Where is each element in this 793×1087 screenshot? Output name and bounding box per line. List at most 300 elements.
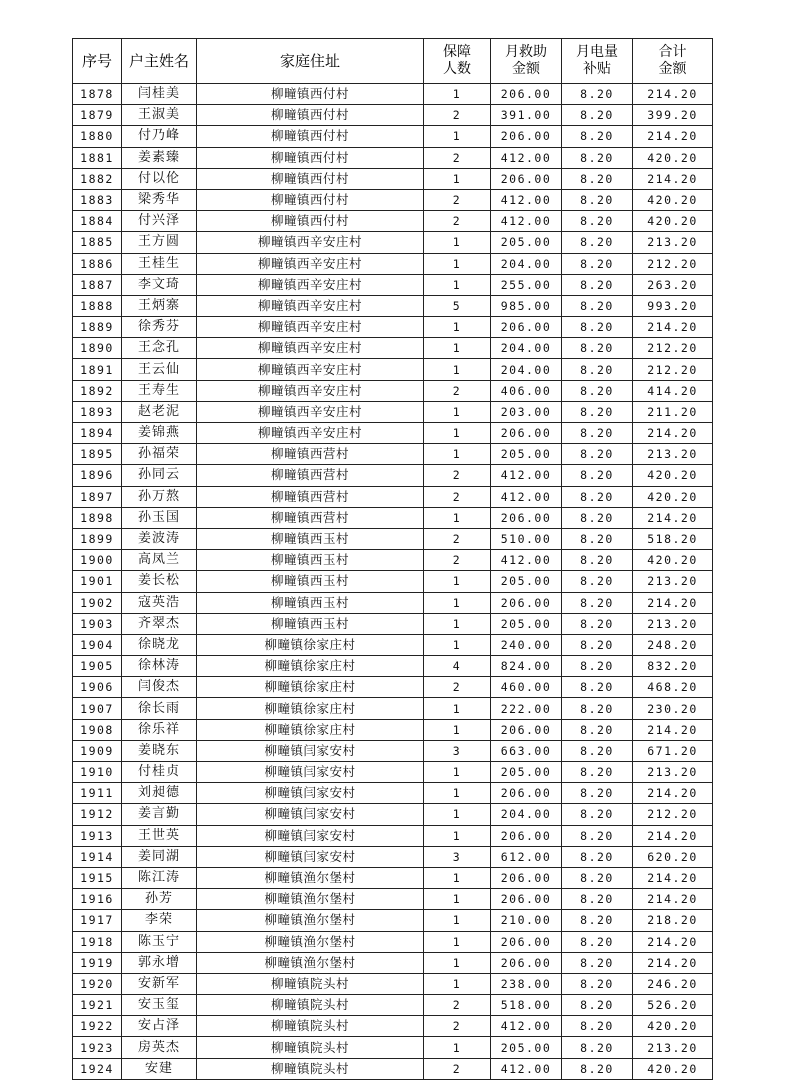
- subsidy-cell: 8.20: [562, 783, 633, 804]
- subsidy-cell: 8.20: [562, 592, 633, 613]
- householder-name-cell: 姜言勤: [122, 804, 197, 825]
- address-cell: 柳疃镇西付村: [197, 105, 424, 126]
- address-cell: 柳疃镇渔尔堡村: [197, 910, 424, 931]
- relief-amount-cell: 204.00: [491, 338, 562, 359]
- serial-no-cell: 1878: [73, 84, 122, 105]
- total-amount-cell: 218.20: [633, 910, 713, 931]
- relief-amount-cell: 412.00: [491, 550, 562, 571]
- persons-cell: 1: [424, 931, 491, 952]
- header-covered-persons: [424, 39, 491, 84]
- serial-no-cell: 1883: [73, 189, 122, 210]
- table-row: [73, 592, 713, 613]
- subsidy-cell: 8.20: [562, 253, 633, 274]
- serial-no-cell: 1907: [73, 698, 122, 719]
- table-row: [73, 656, 713, 677]
- householder-name-cell: 安建: [122, 1058, 197, 1079]
- subsidy-cell: 8.20: [562, 677, 633, 698]
- serial-no-cell: 1881: [73, 147, 122, 168]
- householder-name-cell: 徐秀芬: [122, 317, 197, 338]
- subsidy-cell: 8.20: [562, 889, 633, 910]
- table-row: [73, 528, 713, 549]
- subsidy-cell: 8.20: [562, 1037, 633, 1058]
- subsidy-cell: 8.20: [562, 126, 633, 147]
- total-amount-cell: 518.20: [633, 528, 713, 549]
- subsidy-cell: 8.20: [562, 295, 633, 316]
- persons-cell: 1: [424, 168, 491, 189]
- householder-name-cell: 孙福荣: [122, 444, 197, 465]
- householder-name-cell: 孙玉国: [122, 507, 197, 528]
- total-amount-cell: 213.20: [633, 571, 713, 592]
- householder-name-cell: 姜同湖: [122, 846, 197, 867]
- header-total-amount: [633, 39, 713, 84]
- householder-name-cell: 孙万熬: [122, 486, 197, 507]
- relief-amount-cell: 412.00: [491, 147, 562, 168]
- total-amount-cell: 214.20: [633, 952, 713, 973]
- subsidy-cell: 8.20: [562, 910, 633, 931]
- table-row: [73, 126, 713, 147]
- address-cell: 柳疃镇西辛安庄村: [197, 423, 424, 444]
- persons-cell: 1: [424, 317, 491, 338]
- address-cell: 柳疃镇西辛安庄村: [197, 295, 424, 316]
- address-cell: 柳疃镇西营村: [197, 507, 424, 528]
- persons-cell: 2: [424, 105, 491, 126]
- address-cell: 柳疃镇徐家庄村: [197, 656, 424, 677]
- address-cell: 柳疃镇西辛安庄村: [197, 317, 424, 338]
- address-cell: 柳疃镇渔尔堡村: [197, 952, 424, 973]
- table-row: [73, 634, 713, 655]
- table-row: [73, 84, 713, 105]
- householder-name-cell: 姜长松: [122, 571, 197, 592]
- table-row: [73, 952, 713, 973]
- table-row: [73, 211, 713, 232]
- header-electricity-subsidy-line1: 月电量: [576, 44, 618, 60]
- address-cell: 柳疃镇西辛安庄村: [197, 232, 424, 253]
- header-row: [73, 39, 713, 84]
- subsidy-cell: 8.20: [562, 380, 633, 401]
- address-cell: 柳疃镇渔尔堡村: [197, 931, 424, 952]
- total-amount-cell: 420.20: [633, 550, 713, 571]
- table-header: [73, 39, 713, 84]
- total-amount-cell: 420.20: [633, 147, 713, 168]
- total-amount-cell: 212.20: [633, 253, 713, 274]
- table-row: [73, 401, 713, 422]
- subsidy-cell: 8.20: [562, 147, 633, 168]
- subsidy-cell: 8.20: [562, 995, 633, 1016]
- serial-no-cell: 1905: [73, 656, 122, 677]
- address-cell: 柳疃镇闫家安村: [197, 783, 424, 804]
- relief-amount-cell: 255.00: [491, 274, 562, 295]
- table-row: [73, 846, 713, 867]
- householder-name-cell: 赵老泥: [122, 401, 197, 422]
- householder-name-cell: 安玉玺: [122, 995, 197, 1016]
- serial-no-cell: 1894: [73, 423, 122, 444]
- serial-no-cell: 1889: [73, 317, 122, 338]
- relief-amount-cell: 663.00: [491, 740, 562, 761]
- subsidy-cell: 8.20: [562, 740, 633, 761]
- serial-no-cell: 1882: [73, 168, 122, 189]
- subsidy-cell: 8.20: [562, 401, 633, 422]
- total-amount-cell: 212.20: [633, 804, 713, 825]
- total-amount-cell: 420.20: [633, 211, 713, 232]
- address-cell: 柳疃镇西辛安庄村: [197, 359, 424, 380]
- subsidy-cell: 8.20: [562, 444, 633, 465]
- relief-amount-cell: 204.00: [491, 359, 562, 380]
- persons-cell: 1: [424, 253, 491, 274]
- table-row: [73, 380, 713, 401]
- persons-cell: 1: [424, 825, 491, 846]
- householder-name-cell: 王炳寨: [122, 295, 197, 316]
- relief-amount-cell: 205.00: [491, 613, 562, 634]
- total-amount-cell: 420.20: [633, 1016, 713, 1037]
- persons-cell: 1: [424, 952, 491, 973]
- serial-no-cell: 1891: [73, 359, 122, 380]
- serial-no-cell: 1893: [73, 401, 122, 422]
- persons-cell: 1: [424, 889, 491, 910]
- householder-name-cell: 徐晓龙: [122, 634, 197, 655]
- relief-amount-cell: 412.00: [491, 1016, 562, 1037]
- table-row: [73, 1058, 713, 1079]
- serial-no-cell: 1912: [73, 804, 122, 825]
- total-amount-cell: 214.20: [633, 423, 713, 444]
- total-amount-cell: 420.20: [633, 189, 713, 210]
- persons-cell: 1: [424, 507, 491, 528]
- relief-amount-cell: 612.00: [491, 846, 562, 867]
- subsidy-cell: 8.20: [562, 846, 633, 867]
- householder-name-cell: 付桂贞: [122, 762, 197, 783]
- relief-amount-cell: 204.00: [491, 804, 562, 825]
- householder-name-cell: 王世英: [122, 825, 197, 846]
- serial-no-cell: 1909: [73, 740, 122, 761]
- table-row: [73, 973, 713, 994]
- persons-cell: 1: [424, 232, 491, 253]
- relief-amount-cell: 205.00: [491, 1037, 562, 1058]
- persons-cell: 1: [424, 698, 491, 719]
- householder-name-cell: 安占泽: [122, 1016, 197, 1037]
- total-amount-cell: 214.20: [633, 317, 713, 338]
- table-row: [73, 444, 713, 465]
- persons-cell: 2: [424, 147, 491, 168]
- total-amount-cell: 414.20: [633, 380, 713, 401]
- householder-name-cell: 徐林涛: [122, 656, 197, 677]
- header-covered-persons-line1: 保障: [443, 44, 471, 60]
- serial-no-cell: 1885: [73, 232, 122, 253]
- total-amount-cell: 213.20: [633, 1037, 713, 1058]
- table-row: [73, 465, 713, 486]
- address-cell: 柳疃镇院头村: [197, 973, 424, 994]
- relief-amount-cell: 406.00: [491, 380, 562, 401]
- subsidy-cell: 8.20: [562, 465, 633, 486]
- subsidy-cell: 8.20: [562, 317, 633, 338]
- address-cell: 柳疃镇徐家庄村: [197, 634, 424, 655]
- householder-name-cell: 付以伦: [122, 168, 197, 189]
- subsidy-cell: 8.20: [562, 613, 633, 634]
- total-amount-cell: 248.20: [633, 634, 713, 655]
- persons-cell: 1: [424, 84, 491, 105]
- total-amount-cell: 526.20: [633, 995, 713, 1016]
- address-cell: 柳疃镇西营村: [197, 486, 424, 507]
- total-amount-cell: 214.20: [633, 889, 713, 910]
- persons-cell: 1: [424, 762, 491, 783]
- serial-no-cell: 1914: [73, 846, 122, 867]
- subsidy-cell: 8.20: [562, 232, 633, 253]
- total-amount-cell: 420.20: [633, 465, 713, 486]
- table-row: [73, 1037, 713, 1058]
- householder-name-cell: 李荣: [122, 910, 197, 931]
- header-electricity-subsidy-line2: 补贴: [583, 61, 611, 77]
- total-amount-cell: 420.20: [633, 1058, 713, 1079]
- address-cell: 柳疃镇院头村: [197, 995, 424, 1016]
- persons-cell: 1: [424, 867, 491, 888]
- table-row: [73, 931, 713, 952]
- table-row: [73, 105, 713, 126]
- persons-cell: 1: [424, 126, 491, 147]
- subsidy-cell: 8.20: [562, 719, 633, 740]
- householder-name-cell: 王念孔: [122, 338, 197, 359]
- total-amount-cell: 214.20: [633, 592, 713, 613]
- serial-no-cell: 1908: [73, 719, 122, 740]
- persons-cell: 1: [424, 804, 491, 825]
- serial-no-cell: 1924: [73, 1058, 122, 1079]
- subsidy-cell: 8.20: [562, 338, 633, 359]
- householder-name-cell: 闫俊杰: [122, 677, 197, 698]
- persons-cell: 2: [424, 528, 491, 549]
- table-row: [73, 804, 713, 825]
- serial-no-cell: 1886: [73, 253, 122, 274]
- subsidy-cell: 8.20: [562, 274, 633, 295]
- persons-cell: 1: [424, 423, 491, 444]
- persons-cell: 2: [424, 677, 491, 698]
- total-amount-cell: 214.20: [633, 719, 713, 740]
- relief-amount-cell: 210.00: [491, 910, 562, 931]
- relief-amount-cell: 412.00: [491, 211, 562, 232]
- total-amount-cell: 212.20: [633, 338, 713, 359]
- subsidy-cell: 8.20: [562, 550, 633, 571]
- persons-cell: 4: [424, 656, 491, 677]
- serial-no-cell: 1917: [73, 910, 122, 931]
- total-amount-cell: 213.20: [633, 232, 713, 253]
- address-cell: 柳疃镇西玉村: [197, 571, 424, 592]
- total-amount-cell: 246.20: [633, 973, 713, 994]
- relief-amount-cell: 203.00: [491, 401, 562, 422]
- relief-amount-cell: 510.00: [491, 528, 562, 549]
- relief-amount-cell: 206.00: [491, 931, 562, 952]
- table-row: [73, 189, 713, 210]
- relief-amount-cell: 206.00: [491, 719, 562, 740]
- table-row: [73, 762, 713, 783]
- address-cell: 柳疃镇院头村: [197, 1058, 424, 1079]
- header-total-amount-line2: 金额: [658, 61, 687, 77]
- table-row: [73, 168, 713, 189]
- householder-name-cell: 姜波涛: [122, 528, 197, 549]
- address-cell: 柳疃镇西付村: [197, 147, 424, 168]
- subsidy-cell: 8.20: [562, 571, 633, 592]
- householder-name-cell: 徐长雨: [122, 698, 197, 719]
- serial-no-cell: 1911: [73, 783, 122, 804]
- table-row: [73, 995, 713, 1016]
- total-amount-cell: 214.20: [633, 126, 713, 147]
- relief-amount-cell: 222.00: [491, 698, 562, 719]
- table-row: [73, 783, 713, 804]
- subsidy-cell: 8.20: [562, 634, 633, 655]
- relief-amount-cell: 206.00: [491, 84, 562, 105]
- table-row: [73, 867, 713, 888]
- persons-cell: 2: [424, 550, 491, 571]
- persons-cell: 1: [424, 571, 491, 592]
- serial-no-cell: 1900: [73, 550, 122, 571]
- relief-amount-cell: 206.00: [491, 507, 562, 528]
- address-cell: 柳疃镇西付村: [197, 84, 424, 105]
- table-body: [73, 84, 713, 1080]
- address-cell: 柳疃镇西付村: [197, 211, 424, 232]
- persons-cell: 1: [424, 359, 491, 380]
- subsidy-cell: 8.20: [562, 189, 633, 210]
- serial-no-cell: 1887: [73, 274, 122, 295]
- header-monthly-relief: [491, 39, 562, 84]
- total-amount-cell: 213.20: [633, 762, 713, 783]
- persons-cell: 2: [424, 486, 491, 507]
- table-row: [73, 698, 713, 719]
- serial-no-cell: 1902: [73, 592, 122, 613]
- serial-no-cell: 1898: [73, 507, 122, 528]
- subsidy-cell: 8.20: [562, 1016, 633, 1037]
- table-row: [73, 825, 713, 846]
- address-cell: 柳疃镇西付村: [197, 126, 424, 147]
- serial-no-cell: 1879: [73, 105, 122, 126]
- subsidy-cell: 8.20: [562, 84, 633, 105]
- serial-no-cell: 1896: [73, 465, 122, 486]
- address-cell: 柳疃镇徐家庄村: [197, 719, 424, 740]
- header-covered-persons-line2: 人数: [443, 61, 471, 77]
- total-amount-cell: 671.20: [633, 740, 713, 761]
- subsidy-cell: 8.20: [562, 825, 633, 846]
- header-serial-no: 序号: [73, 39, 122, 84]
- header-total-amount-line1: 合计: [658, 44, 687, 60]
- address-cell: 柳疃镇渔尔堡村: [197, 889, 424, 910]
- address-cell: 柳疃镇西玉村: [197, 528, 424, 549]
- subsidy-cell: 8.20: [562, 931, 633, 952]
- relief-amount-cell: 206.00: [491, 592, 562, 613]
- total-amount-cell: 213.20: [633, 444, 713, 465]
- total-amount-cell: 214.20: [633, 168, 713, 189]
- serial-no-cell: 1892: [73, 380, 122, 401]
- address-cell: 柳疃镇西玉村: [197, 592, 424, 613]
- persons-cell: 1: [424, 401, 491, 422]
- serial-no-cell: 1923: [73, 1037, 122, 1058]
- total-amount-cell: 230.20: [633, 698, 713, 719]
- total-amount-cell: 420.20: [633, 486, 713, 507]
- householder-name-cell: 李文琦: [122, 274, 197, 295]
- householder-name-cell: 王云仙: [122, 359, 197, 380]
- householder-name-cell: 姜锦燕: [122, 423, 197, 444]
- serial-no-cell: 1920: [73, 973, 122, 994]
- address-cell: 柳疃镇渔尔堡村: [197, 867, 424, 888]
- serial-no-cell: 1906: [73, 677, 122, 698]
- subsidy-cell: 8.20: [562, 952, 633, 973]
- householder-name-cell: 刘昶德: [122, 783, 197, 804]
- householder-name-cell: 姜素臻: [122, 147, 197, 168]
- total-amount-cell: 993.20: [633, 295, 713, 316]
- householder-name-cell: 寇英浩: [122, 592, 197, 613]
- serial-no-cell: 1904: [73, 634, 122, 655]
- serial-no-cell: 1910: [73, 762, 122, 783]
- serial-no-cell: 1884: [73, 211, 122, 232]
- address-cell: 柳疃镇西营村: [197, 465, 424, 486]
- relief-amount-cell: 240.00: [491, 634, 562, 655]
- persons-cell: 1: [424, 973, 491, 994]
- householder-name-cell: 姜晓东: [122, 740, 197, 761]
- relief-amount-cell: 985.00: [491, 295, 562, 316]
- serial-no-cell: 1895: [73, 444, 122, 465]
- householder-name-cell: 房英杰: [122, 1037, 197, 1058]
- persons-cell: 2: [424, 211, 491, 232]
- header-householder-name: 户主姓名: [122, 39, 197, 84]
- householder-name-cell: 梁秀华: [122, 189, 197, 210]
- table-row: [73, 550, 713, 571]
- address-cell: 柳疃镇西玉村: [197, 550, 424, 571]
- householder-name-cell: 孙芳: [122, 889, 197, 910]
- table-row: [73, 677, 713, 698]
- subsidy-cell: 8.20: [562, 867, 633, 888]
- relief-amount-cell: 205.00: [491, 762, 562, 783]
- relief-amount-cell: 824.00: [491, 656, 562, 677]
- table-row: [73, 486, 713, 507]
- subsidy-cell: 8.20: [562, 804, 633, 825]
- relief-amount-cell: 206.00: [491, 867, 562, 888]
- relief-amount-cell: 206.00: [491, 126, 562, 147]
- householder-name-cell: 王桂生: [122, 253, 197, 274]
- table-row: [73, 889, 713, 910]
- relief-amount-cell: 412.00: [491, 189, 562, 210]
- address-cell: 柳疃镇徐家庄村: [197, 698, 424, 719]
- relief-amount-cell: 206.00: [491, 952, 562, 973]
- persons-cell: 1: [424, 719, 491, 740]
- persons-cell: 2: [424, 380, 491, 401]
- subsidy-cell: 8.20: [562, 168, 633, 189]
- householder-name-cell: 郭永增: [122, 952, 197, 973]
- header-electricity-subsidy: [562, 39, 633, 84]
- serial-no-cell: 1880: [73, 126, 122, 147]
- subsidy-cell: 8.20: [562, 211, 633, 232]
- subsidy-cell: 8.20: [562, 528, 633, 549]
- header-monthly-relief-line2: 金额: [512, 61, 540, 77]
- serial-no-cell: 1890: [73, 338, 122, 359]
- relief-amount-cell: 205.00: [491, 232, 562, 253]
- table-row: [73, 423, 713, 444]
- persons-cell: 1: [424, 338, 491, 359]
- relief-amount-cell: 412.00: [491, 465, 562, 486]
- persons-cell: 1: [424, 444, 491, 465]
- total-amount-cell: 832.20: [633, 656, 713, 677]
- householder-name-cell: 孙同云: [122, 465, 197, 486]
- relief-amount-cell: 206.00: [491, 317, 562, 338]
- address-cell: 柳疃镇闫家安村: [197, 825, 424, 846]
- address-cell: 柳疃镇闫家安村: [197, 762, 424, 783]
- relief-amount-cell: 206.00: [491, 825, 562, 846]
- relief-amount-cell: 206.00: [491, 783, 562, 804]
- relief-amount-cell: 412.00: [491, 486, 562, 507]
- persons-cell: 1: [424, 592, 491, 613]
- householder-name-cell: 王方圆: [122, 232, 197, 253]
- serial-no-cell: 1918: [73, 931, 122, 952]
- subsidy-cell: 8.20: [562, 698, 633, 719]
- serial-no-cell: 1897: [73, 486, 122, 507]
- persons-cell: 2: [424, 465, 491, 486]
- relief-amount-cell: 206.00: [491, 423, 562, 444]
- persons-cell: 1: [424, 1037, 491, 1058]
- total-amount-cell: 214.20: [633, 825, 713, 846]
- table-row: [73, 719, 713, 740]
- table-row: [73, 1016, 713, 1037]
